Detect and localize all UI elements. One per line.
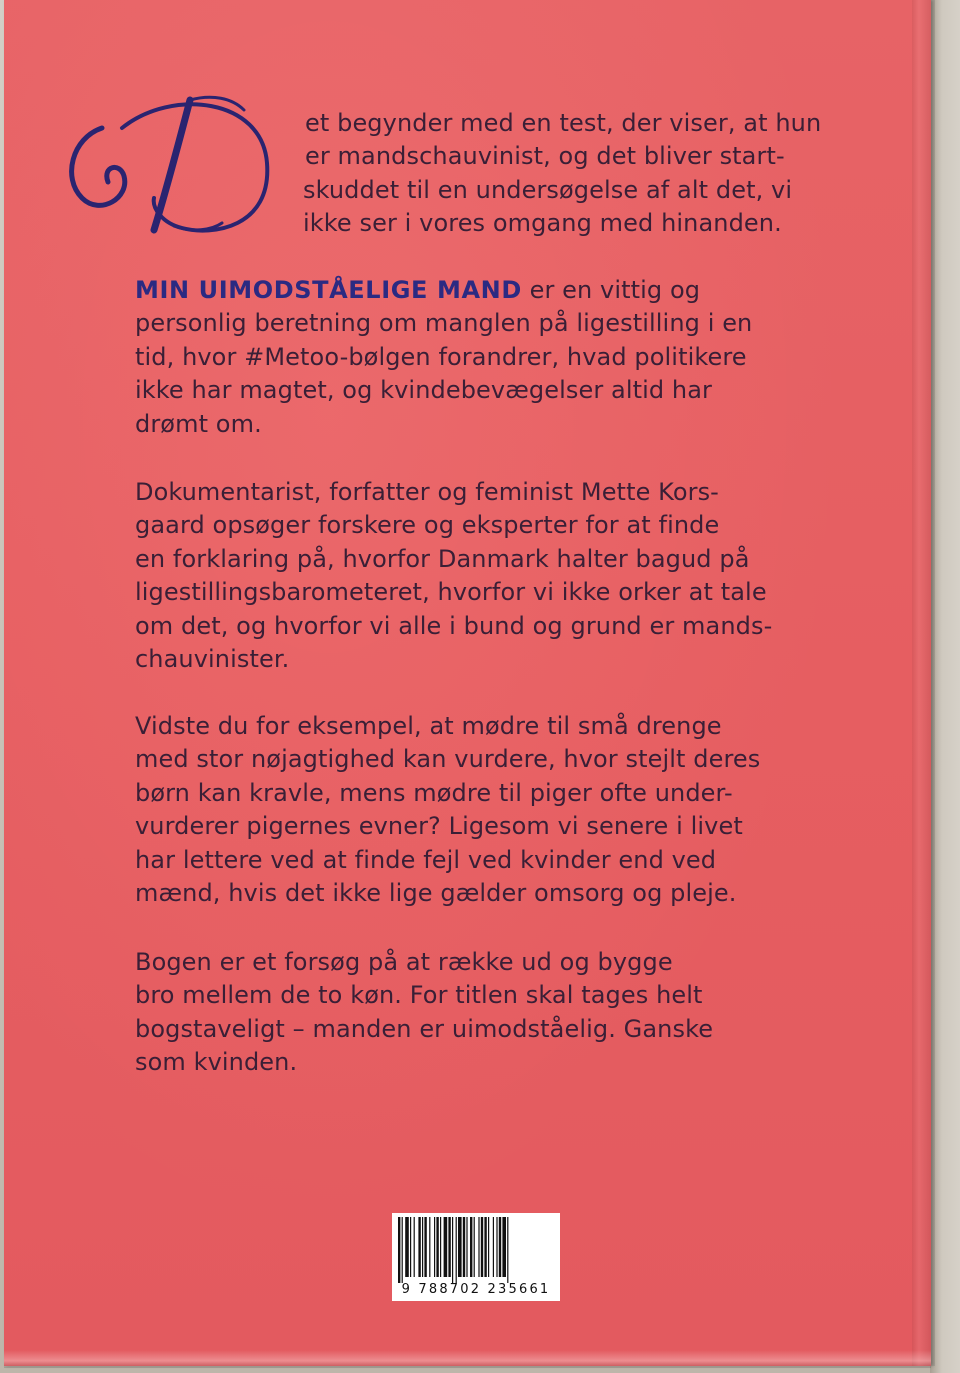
barcode-bar (424, 1217, 426, 1277)
isbn-number: 9 788702 235661 (401, 1282, 551, 1297)
barcode-bar (488, 1217, 489, 1277)
intro-line: er mandschauvinist, og det bliver start- (305, 142, 785, 171)
barcode-bar (493, 1217, 494, 1277)
barcode-bar (448, 1217, 450, 1277)
barcode-bar (402, 1217, 403, 1283)
barcode-bar (478, 1217, 479, 1277)
example-paragraph-line: Vidste du for eksempel, at mødre til små drenge (135, 712, 722, 740)
barcode-bar (507, 1217, 508, 1283)
barcode-bar (444, 1217, 448, 1277)
title-paragraph-line: tid, hvor #Metoo-bølgen forandrer, hvad politikere (135, 342, 747, 371)
barcode-bar (422, 1217, 423, 1277)
example-paragraph-line: har lettere ved at finde fejl ved kvinder end ved (135, 845, 717, 874)
intro-line: ikke ser i vores omgang med hinanden. (303, 209, 782, 238)
barcode-bar (434, 1217, 435, 1277)
example-paragraph-line: mænd, hvis det ikke lige gælder omsorg og pleje. (135, 879, 737, 908)
example-paragraph-line: med stor nøjagtighed kan vurdere, hvor stejlt deres (135, 745, 761, 774)
cover-spine-edge (912, 0, 935, 1366)
closing-paragraph (135, 946, 713, 1080)
title-first-line-rest: er en vittig og (521, 276, 701, 304)
barcode-bar (452, 1217, 453, 1283)
author-paragraph (135, 476, 772, 676)
barcode-bar (496, 1217, 497, 1277)
intro-paragraph-cont (303, 174, 792, 241)
barcode-bar (440, 1217, 441, 1277)
closing-paragraph-line: bogstaveligt – manden er uimodståelig. Ganske (135, 1014, 714, 1043)
barcode-bar (463, 1217, 465, 1277)
book-title: MIN UIMODSTÅELIGE MAND (135, 276, 522, 304)
author-paragraph-line: en forklaring på, hvorfor Danmark halter bagud på (135, 544, 750, 573)
author-paragraph-line: chauvinister. (135, 645, 290, 674)
barcode-bar (414, 1217, 415, 1277)
barcode-bar (484, 1217, 486, 1277)
isbn-barcode (392, 1213, 560, 1301)
barcode-bar (458, 1217, 462, 1277)
barcode-bar (398, 1217, 400, 1283)
barcode-bar (456, 1217, 457, 1283)
example-paragraph-line: børn kan kravle, mens mødre til piger ofte under- (135, 778, 733, 807)
title-paragraph (135, 274, 752, 441)
barcode-bar (502, 1217, 506, 1277)
barcode-bar (474, 1217, 475, 1277)
intro-line: et begynder med en test, der viser, at hun (305, 109, 822, 137)
barcode-bar (499, 1217, 501, 1277)
barcode-bar (466, 1217, 467, 1277)
title-paragraph-line: personlig beretning om manglen på ligestilling i en (135, 309, 753, 338)
barcode-bar (470, 1217, 472, 1277)
closing-paragraph-line: Bogen er et forsøg på at række ud og bygge (135, 948, 673, 976)
intro-line: skuddet til en undersøgelse af alt det, vi (303, 175, 793, 204)
intro-paragraph (305, 107, 821, 140)
barcode-bar (429, 1217, 430, 1277)
closing-paragraph-line: bro mellem de to køn. For titlen skal tages helt (135, 981, 703, 1010)
barcode-bar (436, 1217, 438, 1277)
title-paragraph-line: ikke har magtet, og kvindebevægelser altid har (135, 376, 713, 405)
intro-paragraph-cont (305, 140, 785, 173)
author-paragraph-line: Dokumentarist, forfatter og feminist Mette Kors- (135, 478, 719, 506)
cover-bottom-edge (4, 1350, 931, 1368)
drop-cap-d-icon (62, 58, 282, 258)
drop-cap-letter (62, 58, 282, 258)
example-paragraph (135, 710, 760, 910)
title-first-line (135, 274, 752, 307)
title-paragraph-line: drømt om. (135, 409, 262, 438)
barcode-bar (410, 1217, 411, 1277)
barcode-bars-icon (392, 1213, 560, 1283)
closing-paragraph-line: som kvinden. (135, 1048, 298, 1077)
barcode-bar (481, 1217, 483, 1277)
author-paragraph-line: gaard opsøger forskere og eksperter for at finde (135, 511, 720, 540)
barcode-bar (418, 1217, 420, 1277)
author-paragraph-line: ligestillingsbarometeret, hvorfor vi ikke orker at tale (135, 578, 767, 607)
example-paragraph-line: vurderer pigernes evner? Ligesom vi senere i livet (135, 812, 743, 841)
barcode-bar (405, 1217, 409, 1277)
author-paragraph-line: om det, og hvorfor vi alle i bund og grund er mands- (135, 611, 773, 640)
